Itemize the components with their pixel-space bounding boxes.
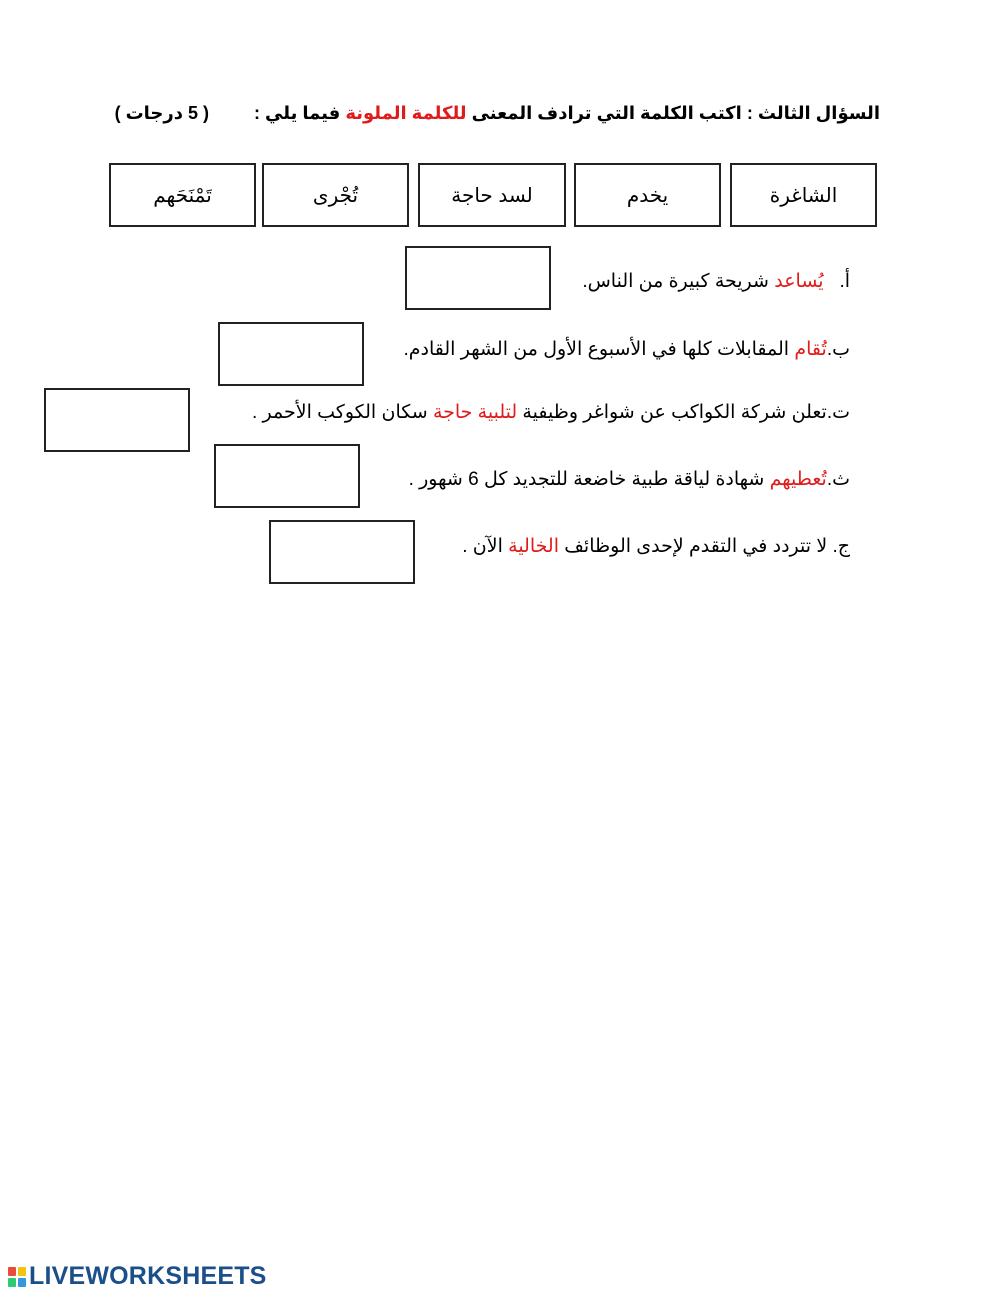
answer-box-a[interactable] [405, 246, 551, 310]
marks-label: ( 5 درجات ) [114, 103, 210, 123]
logo-icon [8, 1267, 26, 1287]
sentence-t: ت.تعلن شركة الكواكب عن شواغر وظيفية لتلبية حاجة سكان الكوكب الأحمر . [251, 402, 850, 423]
sentence-label: ج. [832, 536, 850, 557]
word-bank-item: يخدم [574, 163, 721, 227]
title-suffix: فيما يلي : [254, 103, 341, 123]
sentence-j: ج. لا تتردد في التقدم لإحدى الوظائف الخالية الآن . [462, 536, 850, 557]
sentence-label: ث. [826, 469, 850, 490]
question-title [114, 103, 880, 124]
word-bank-item: الشاغرة [730, 163, 877, 227]
title-highlight: للكلمة الملونة [345, 103, 467, 123]
sentence-label: ت. [826, 402, 850, 423]
answer-box-th[interactable] [214, 444, 360, 508]
answer-box-j[interactable] [269, 520, 415, 584]
highlighted-word: يُساعد [774, 271, 824, 292]
word-bank-item: تَمْنَحَهم [109, 163, 256, 227]
answer-box-t[interactable] [44, 388, 190, 452]
word-bank-item: لسد حاجة [418, 163, 566, 227]
answer-box-b[interactable] [218, 322, 364, 386]
highlighted-word: تُعطيهم [769, 469, 827, 490]
highlighted-word: لتلبية حاجة [432, 402, 518, 423]
sentence-label: ب. [826, 339, 850, 360]
sentence-label: أ. [839, 271, 850, 292]
sentence-b: ب.تُقام المقابلات كلها في الأسبوع الأول من الشهر القادم. [403, 339, 850, 360]
highlighted-word: تُقام [794, 339, 827, 360]
liveworksheets-logo [8, 1262, 267, 1291]
sentence-a: أ. يُساعد شريحة كبيرة من الناس. [582, 271, 850, 292]
word-bank-item: تُجْرى [262, 163, 409, 227]
title-prefix: السؤال الثالث : اكتب الكلمة التي ترادف المعنى [471, 103, 880, 123]
highlighted-word: الخالية [508, 536, 559, 557]
logo-text: LIVEWORKSHEETS [29, 1262, 267, 1290]
sentence-th: ث.تُعطيهم شهادة لياقة طبية خاضعة للتجديد كل 6 شهور . [408, 469, 850, 490]
